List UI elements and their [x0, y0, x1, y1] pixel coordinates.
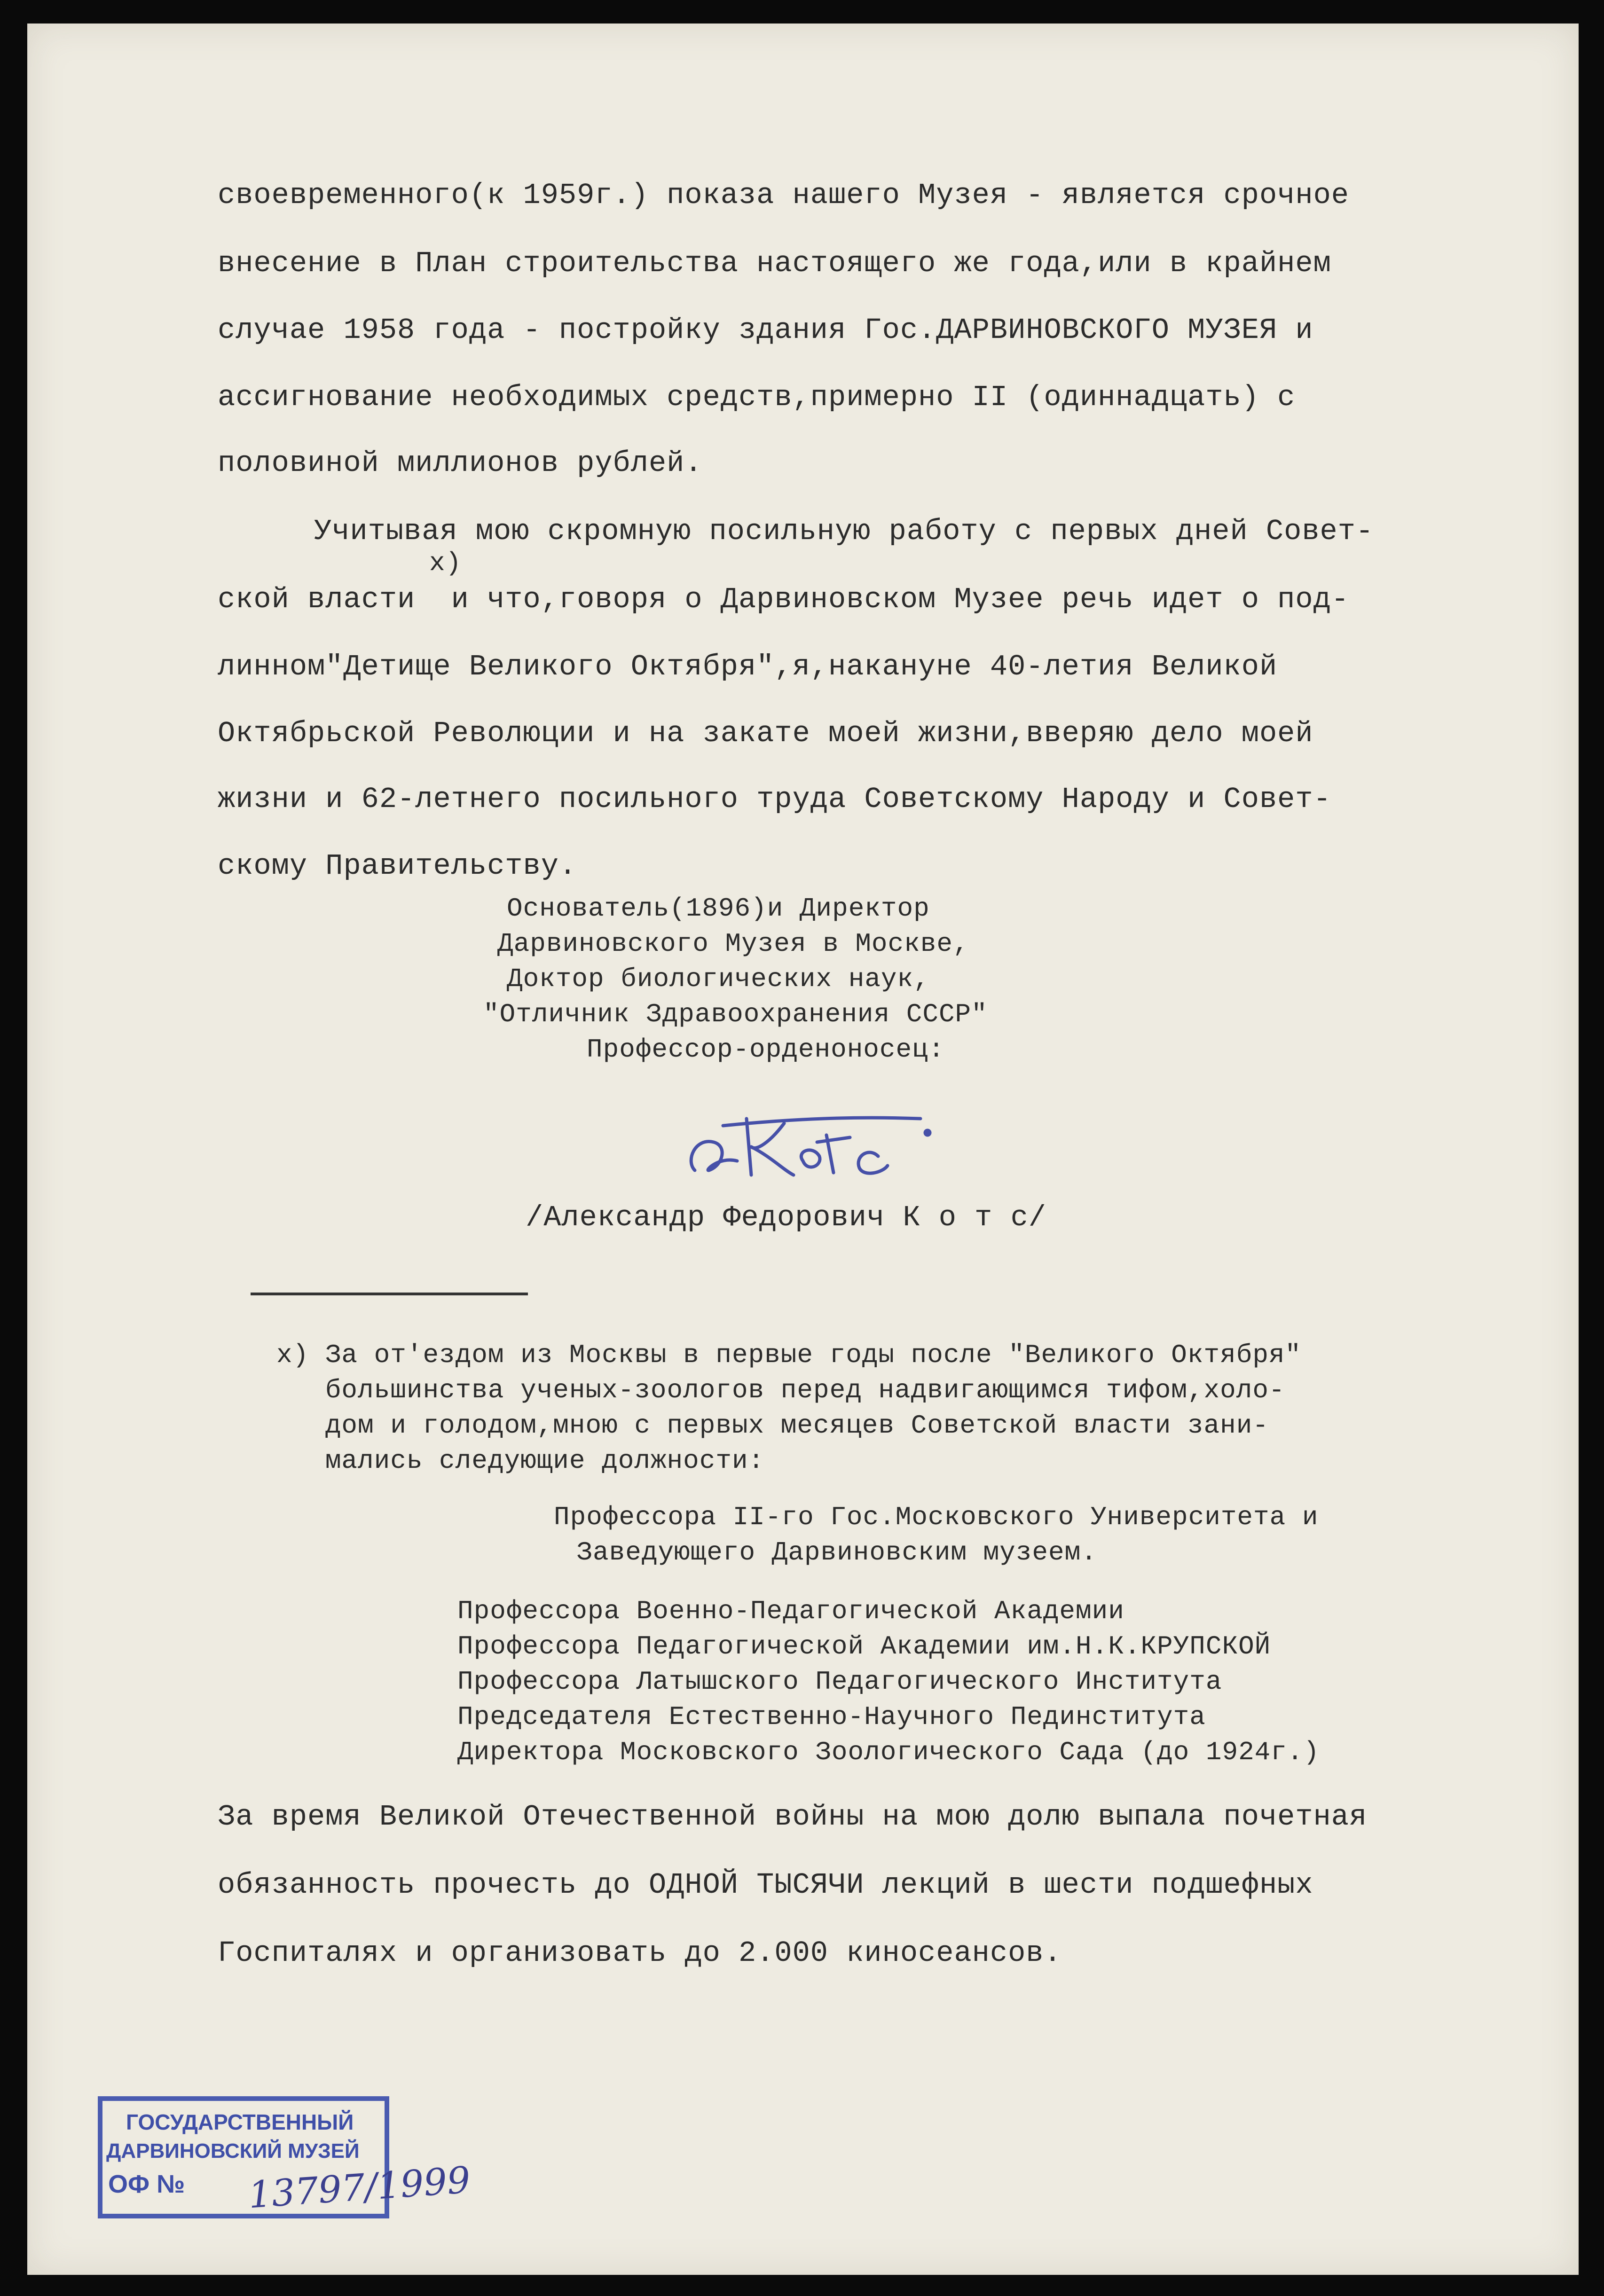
- footnote-mark: x): [429, 548, 462, 578]
- handwritten-signature: [676, 1090, 939, 1201]
- paragraph2-line6: скому Правительству.: [218, 849, 577, 883]
- stamp-line2: ДАРВИНОВСКИЙ МУЗЕЙ: [106, 2139, 360, 2163]
- paragraph1-line1: своевременного(к 1959г.) показа нашего Музея - является срочное: [218, 179, 1349, 212]
- position-latvian-institute: Профессора Латышского Педагогического Института: [457, 1667, 1222, 1697]
- signature-block-line2: Дарвиновского Музея в Москве,: [497, 929, 969, 959]
- document-page: [27, 24, 1579, 2275]
- closing-line2: обязанность прочесть до ОДНОЙ ТЫСЯЧИ лекций в шести подшефных: [218, 1868, 1313, 1902]
- paragraph2-line4: Октябрьской Революции и на закате моей жизни,вверяю дело моей: [218, 717, 1313, 750]
- footnote-line1: x) За от'ездом из Москвы в первые годы после "Великого Октября": [276, 1340, 1302, 1370]
- position-natural-science-institute: Председателя Естественно-Научного Пединститута: [457, 1702, 1206, 1732]
- stamp-line1: ГОСУДАРСТВЕННЫЙ: [126, 2110, 354, 2134]
- closing-line3: Госпиталях и организовать до 2.000 киносеансов.: [218, 1936, 1062, 1970]
- signature-block-line4: "Отличник Здравоохранения СССР": [483, 999, 988, 1029]
- position-msu: Профессора II-го Гос.Московского Университета и: [554, 1502, 1319, 1532]
- footnote-line4: мались следующие должности:: [276, 1446, 765, 1476]
- position-darwin-museum: Заведующего Дарвиновским музеем.: [511, 1537, 1097, 1567]
- paragraph1-line5: половиной миллионов рублей.: [218, 447, 703, 480]
- position-military-academy: Профессора Военно-Педагогической Академии: [457, 1596, 1124, 1626]
- footnote-line2: большинства ученых-зоологов перед надвигающимся тифом,холо-: [276, 1375, 1285, 1405]
- footnote-divider: [251, 1293, 528, 1295]
- signer-name: /Александр Федорович К о т с/: [526, 1201, 1046, 1234]
- footnote-line3: дом и голодом,мною с первых месяцев Советской власти зани-: [276, 1411, 1269, 1441]
- closing-line1: За время Великой Отечественной войны на мою долю выпала почетная: [218, 1800, 1368, 1834]
- paragraph1-line3: случае 1958 года - постройку здания Гос.ДАРВИНОВСКОГО МУЗЕЯ и: [218, 313, 1313, 347]
- paragraph1-line2: внесение в План строительства настоящего же года,или в крайнем: [218, 247, 1331, 280]
- stamp-line3: ОФ №: [108, 2170, 185, 2198]
- stamp-inventory-number: 13797/1999: [247, 2159, 472, 2217]
- signature-block-line3: Доктор биологических наук,: [507, 964, 930, 994]
- paragraph2-line5: жизни и 62-летнего посильного труда Советскому Народу и Совет-: [218, 783, 1331, 816]
- signature-block-line5: Профессор-орденоносец:: [587, 1034, 945, 1065]
- paragraph2-line1: Учитывая мою скромную посильную работу с первых дней Совет-: [314, 515, 1374, 548]
- paragraph2-line2: ской власти и что,говоря о Дарвиновском Музее речь идет о под-: [218, 583, 1349, 616]
- position-pedagogical-academy: Профессора Педагогической Академии им.Н.К.КРУПСКОЙ: [457, 1631, 1271, 1661]
- signature-block-line1: Основатель(1896)и Директор: [507, 893, 930, 924]
- paragraph2-line3: линном"Детище Великого Октября",я,накануне 40-летия Великой: [218, 650, 1278, 683]
- position-zoo-director: Директора Московского Зоологического Сада (до 1924г.): [457, 1737, 1320, 1767]
- paragraph1-line4: ассигнование необходимых средств,примерно II (одиннадцать) с: [218, 381, 1296, 414]
